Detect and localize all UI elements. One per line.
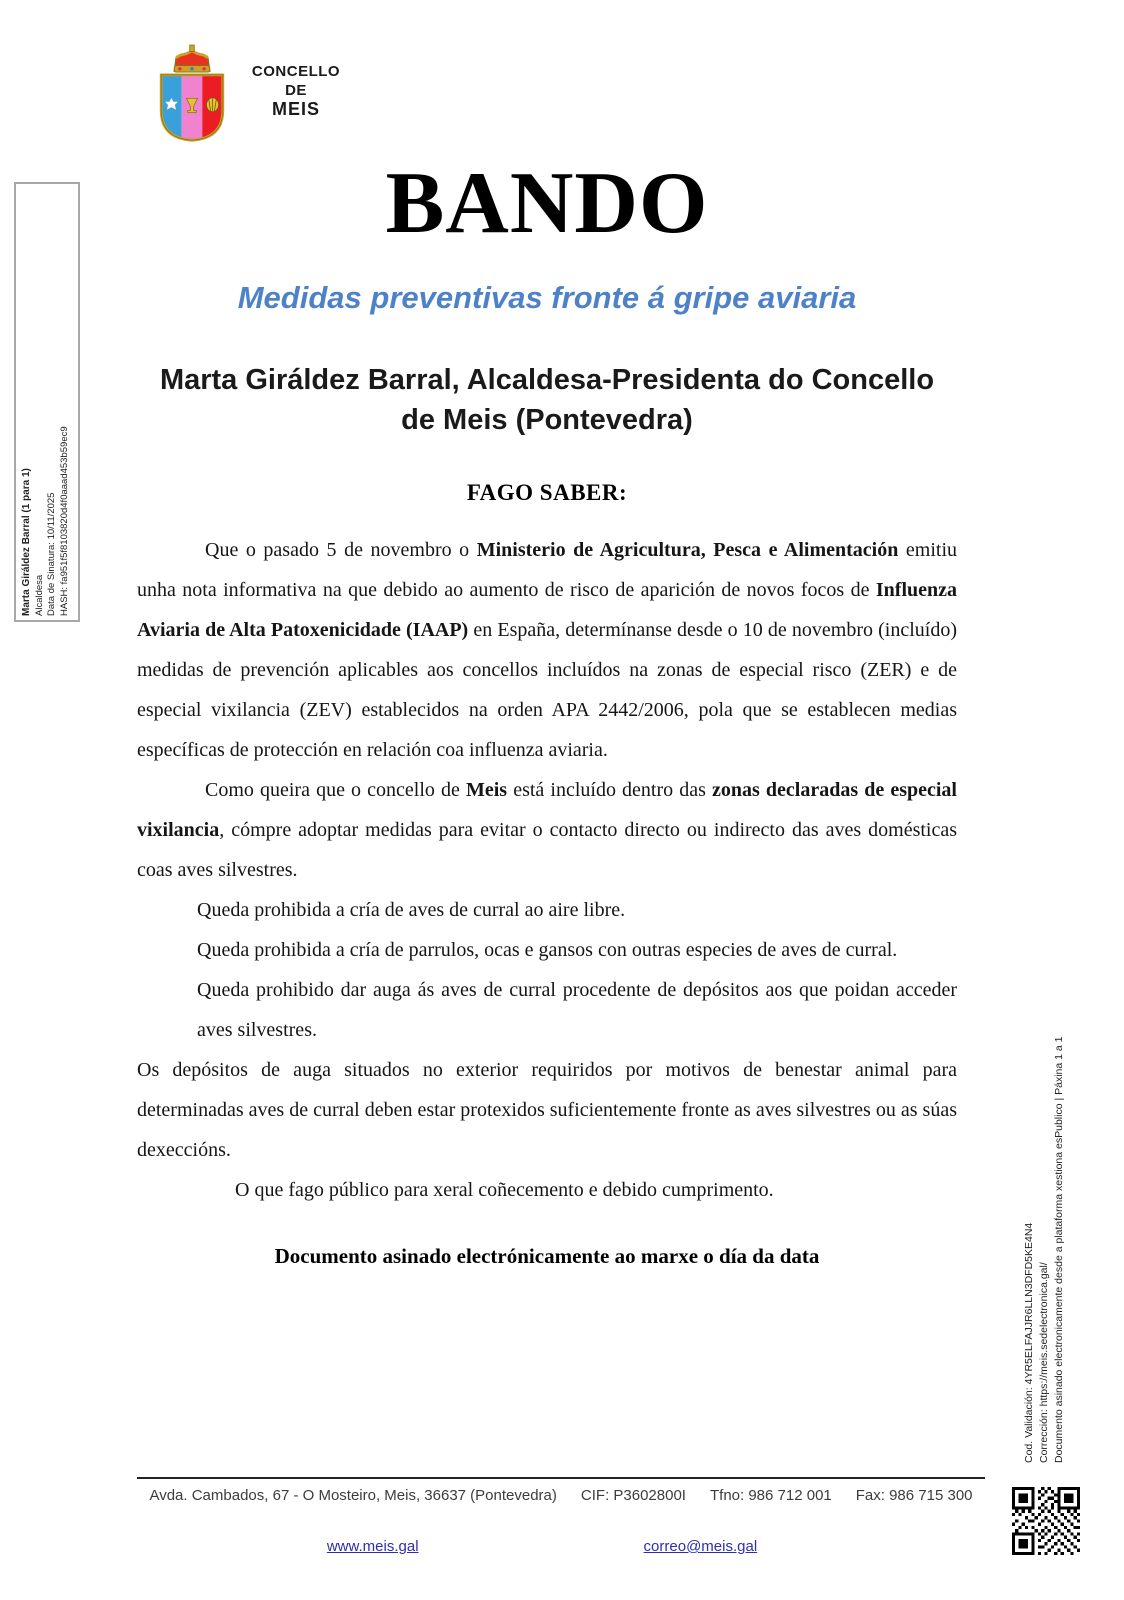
- electronic-signature-note: Documento asinado electrónicamente ao marxe o día da data: [274, 1244, 820, 1268]
- website-link[interactable]: www.meis.gal: [326, 1538, 419, 1555]
- footer-phone: Tfno: 986 712 001: [709, 1487, 832, 1504]
- platform-note: Documento asinado electronicamente desde a plataforma xestiona esPublico | Páxina 1 a 1: [1053, 1036, 1065, 1463]
- paragraph-5: Queda prohibido dar auga ás aves de curral procedente de depósitos aos que poidan acceder aves silvestres.: [197, 979, 957, 1041]
- paragraph-1: Que o pasado 5 de novembro o Ministerio de Agricultura, Pesca e Alimentación emitiu unha nota informativa na que debido ao aumento de risco de aparición de novos focos de Influenza Aviaria de Alta Patoxenicidade (IAAP) en España, determínanse desde o 10 de novembro (incluído) medidas de prevención aplicables aos concellos incluídos na zonas de especial risco (ZER) e de especial vixilancia (ZEV) establecidos na orden APA 2442/2006, pola que se establecen medias específicas de protección en relación coa influenza aviaria.: [137, 539, 958, 761]
- footer-links: [137, 1538, 947, 1555]
- body-text: [137, 530, 957, 1210]
- logo-line-concello: CONCELLO: [251, 63, 341, 80]
- footer-divider: [137, 1477, 985, 1479]
- signer-name: Marta Giráldez Barral (1 para 1): [21, 468, 32, 616]
- email-link[interactable]: correo@meis.gal: [643, 1538, 758, 1555]
- footer-fax: Fax: 986 715 300: [855, 1487, 973, 1504]
- signature-hash: HASH: fa951f5f8103820d4f0aaad453b59ec9: [58, 426, 70, 616]
- signature-date: Data de Sinatura: 10/11/2025: [46, 492, 57, 616]
- footer-address: Avda. Cambados, 67 - O Mosteiro, Meis, 36637 (Pontevedra): [149, 1487, 557, 1504]
- logo-line-de: DE: [285, 82, 307, 99]
- paragraph-3: Queda prohibida a cría de aves de curral ao aire libre.: [197, 899, 626, 921]
- mayor-heading: Marta Giráldez Barral, Alcaldesa-Presidenta do Concello de Meis (Pontevedra): [159, 364, 935, 436]
- document-title: BANDO: [385, 155, 709, 252]
- validation-margin-text: [1022, 955, 1070, 1463]
- footer-cif: CIF: P3602800I: [580, 1487, 686, 1504]
- signature-margin-box: [14, 182, 80, 622]
- validation-code: Cod. Validación: 4YR5ELFAJJR6LLN3DFD5KE4N4: [1023, 1222, 1035, 1463]
- qr-code: [1012, 1487, 1080, 1555]
- document-subtitle: Medidas preventivas fronte á gripe aviaria: [237, 280, 857, 315]
- paragraph-7: O que fago público para xeral coñecemento e debido cumprimento.: [235, 1179, 774, 1201]
- paragraph-6: Os depósitos de auga situados no exterior requiridos por motivos de benestar animal para determinadas aves de curral deben estar protexidos suficientemente fronte as aves silvestres ou as súas dexeccións.: [137, 1059, 957, 1161]
- document-content: [137, 0, 957, 1269]
- signature-margin-text: [21, 192, 73, 616]
- footer-contact-line: [137, 1487, 985, 1504]
- paragraph-2: Como queira que o concello de Meis está incluído dentro das zonas declaradas de especial vixilancia, cómpre adoptar medidas para evitar o contacto directo ou indirecto das aves domésticas coas aves silvestres.: [137, 779, 957, 881]
- proclamation-label: FAGO SABER:: [466, 480, 628, 505]
- logo-line-meis: MEIS: [271, 99, 320, 119]
- paragraph-4: Queda prohibida a cría de parrulos, ocas e gansos con outras especies de aves de curral.: [197, 939, 898, 961]
- verification-url: Corrección: https://meis.sedelectronica.gal/: [1038, 1262, 1050, 1463]
- signer-role: Alcaldesa: [33, 574, 45, 616]
